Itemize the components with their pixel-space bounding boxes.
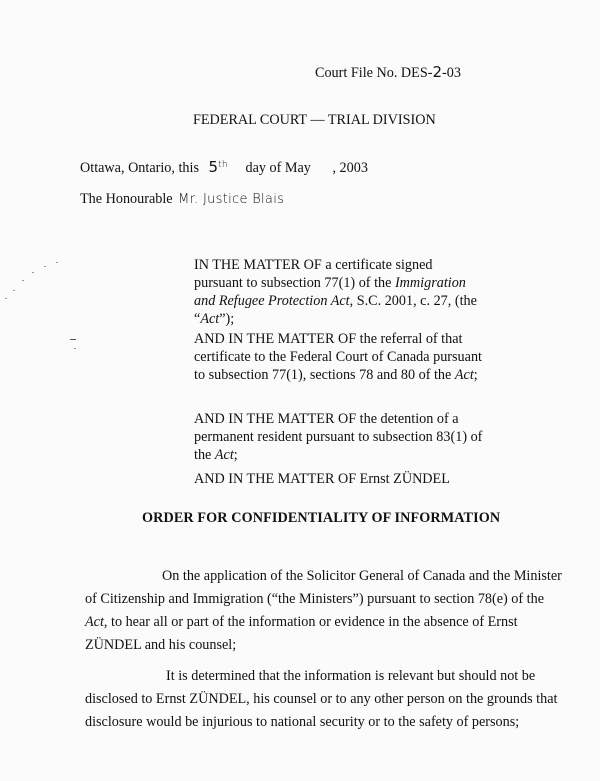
matter-italic: Act bbox=[200, 311, 220, 327]
matter-text: the detention of a permanent resident pursuant to subsection 83(1) of the bbox=[194, 411, 483, 463]
judge-line bbox=[80, 190, 284, 209]
court-file-handwritten-number: 2 bbox=[432, 63, 442, 81]
matter-text: ”); bbox=[219, 311, 235, 327]
matter-italic: Act bbox=[454, 367, 474, 383]
paragraph-determination bbox=[85, 665, 565, 734]
scan-speck bbox=[56, 262, 58, 263]
judge-prefix: The Honourable bbox=[80, 191, 173, 207]
order-title: ORDER FOR CONFIDENTIALITY OF INFORMATION bbox=[142, 510, 501, 526]
court-file-suffix: -03 bbox=[442, 65, 461, 81]
court-file-label: Court File No. DES- bbox=[315, 65, 433, 81]
scan-speck bbox=[32, 272, 34, 273]
matter-italic: Act bbox=[214, 447, 234, 463]
paragraph-text: , to hear all or part of the information or evidence in the absence of Ernst ZÜNDEL and his counsel; bbox=[85, 614, 518, 653]
scan-speck bbox=[44, 266, 46, 267]
scan-speck bbox=[70, 339, 76, 340]
matter-lead: IN THE MATTER OF bbox=[194, 257, 322, 273]
paragraph-text: On the application of the Solicitor General of Canada and the Minister of Citizenship and Immigration (“the Ministers”) pursuant to section 78(e) of the bbox=[85, 568, 562, 607]
scan-speck bbox=[5, 298, 7, 299]
matter-referral bbox=[194, 330, 484, 384]
handwritten-judge-name: Mr. Justice Blais bbox=[178, 192, 285, 207]
court-name: FEDERAL COURT — TRIAL DIVISION bbox=[193, 112, 436, 128]
matter-lead: AND IN THE MATTER OF bbox=[194, 331, 357, 347]
court-file-number bbox=[315, 63, 461, 82]
matter-text: Ernst ZÜNDEL bbox=[356, 471, 450, 487]
matter-italic: Immigration and Refugee Protection Act bbox=[194, 275, 466, 309]
matter-text: , S.C. 2001, c. 27, (the “ bbox=[194, 293, 477, 327]
matter-lead: AND IN THE MATTER OF bbox=[194, 411, 357, 427]
scan-speck bbox=[22, 280, 24, 281]
paragraph-application bbox=[85, 565, 565, 657]
date-prefix: Ottawa, Ontario, this bbox=[80, 160, 199, 176]
date-middle: day of May bbox=[245, 160, 311, 176]
paragraph-italic: Act bbox=[85, 614, 104, 630]
matter-person bbox=[194, 470, 484, 488]
handwritten-day-suffix: th bbox=[218, 160, 228, 170]
matter-text: ; bbox=[233, 447, 238, 463]
date-year: , 2003 bbox=[332, 160, 368, 176]
date-line bbox=[80, 158, 368, 177]
matter-text: a certificate signed pursuant to subsection 77(1) of the bbox=[194, 257, 433, 291]
matter-text: ; bbox=[473, 367, 478, 383]
matter-lead: AND IN THE MATTER OF bbox=[194, 471, 357, 487]
handwritten-day: 5 bbox=[208, 158, 219, 176]
matter-certificate bbox=[194, 256, 484, 328]
matter-detention bbox=[194, 410, 484, 464]
scan-speck bbox=[74, 348, 76, 349]
matter-text: the referral of that certificate to the Federal Court of Canada pursuant to subsection 77(1), sections 78 and 80 of the bbox=[194, 331, 482, 383]
scan-speck bbox=[13, 290, 15, 291]
paragraph-text: It is determined that the information is relevant but should not be disclosed to Ernst ZÜNDEL, his counsel or to any other person on the grounds that disclosure would be injurious to national security or to the safety of persons; bbox=[85, 668, 558, 730]
